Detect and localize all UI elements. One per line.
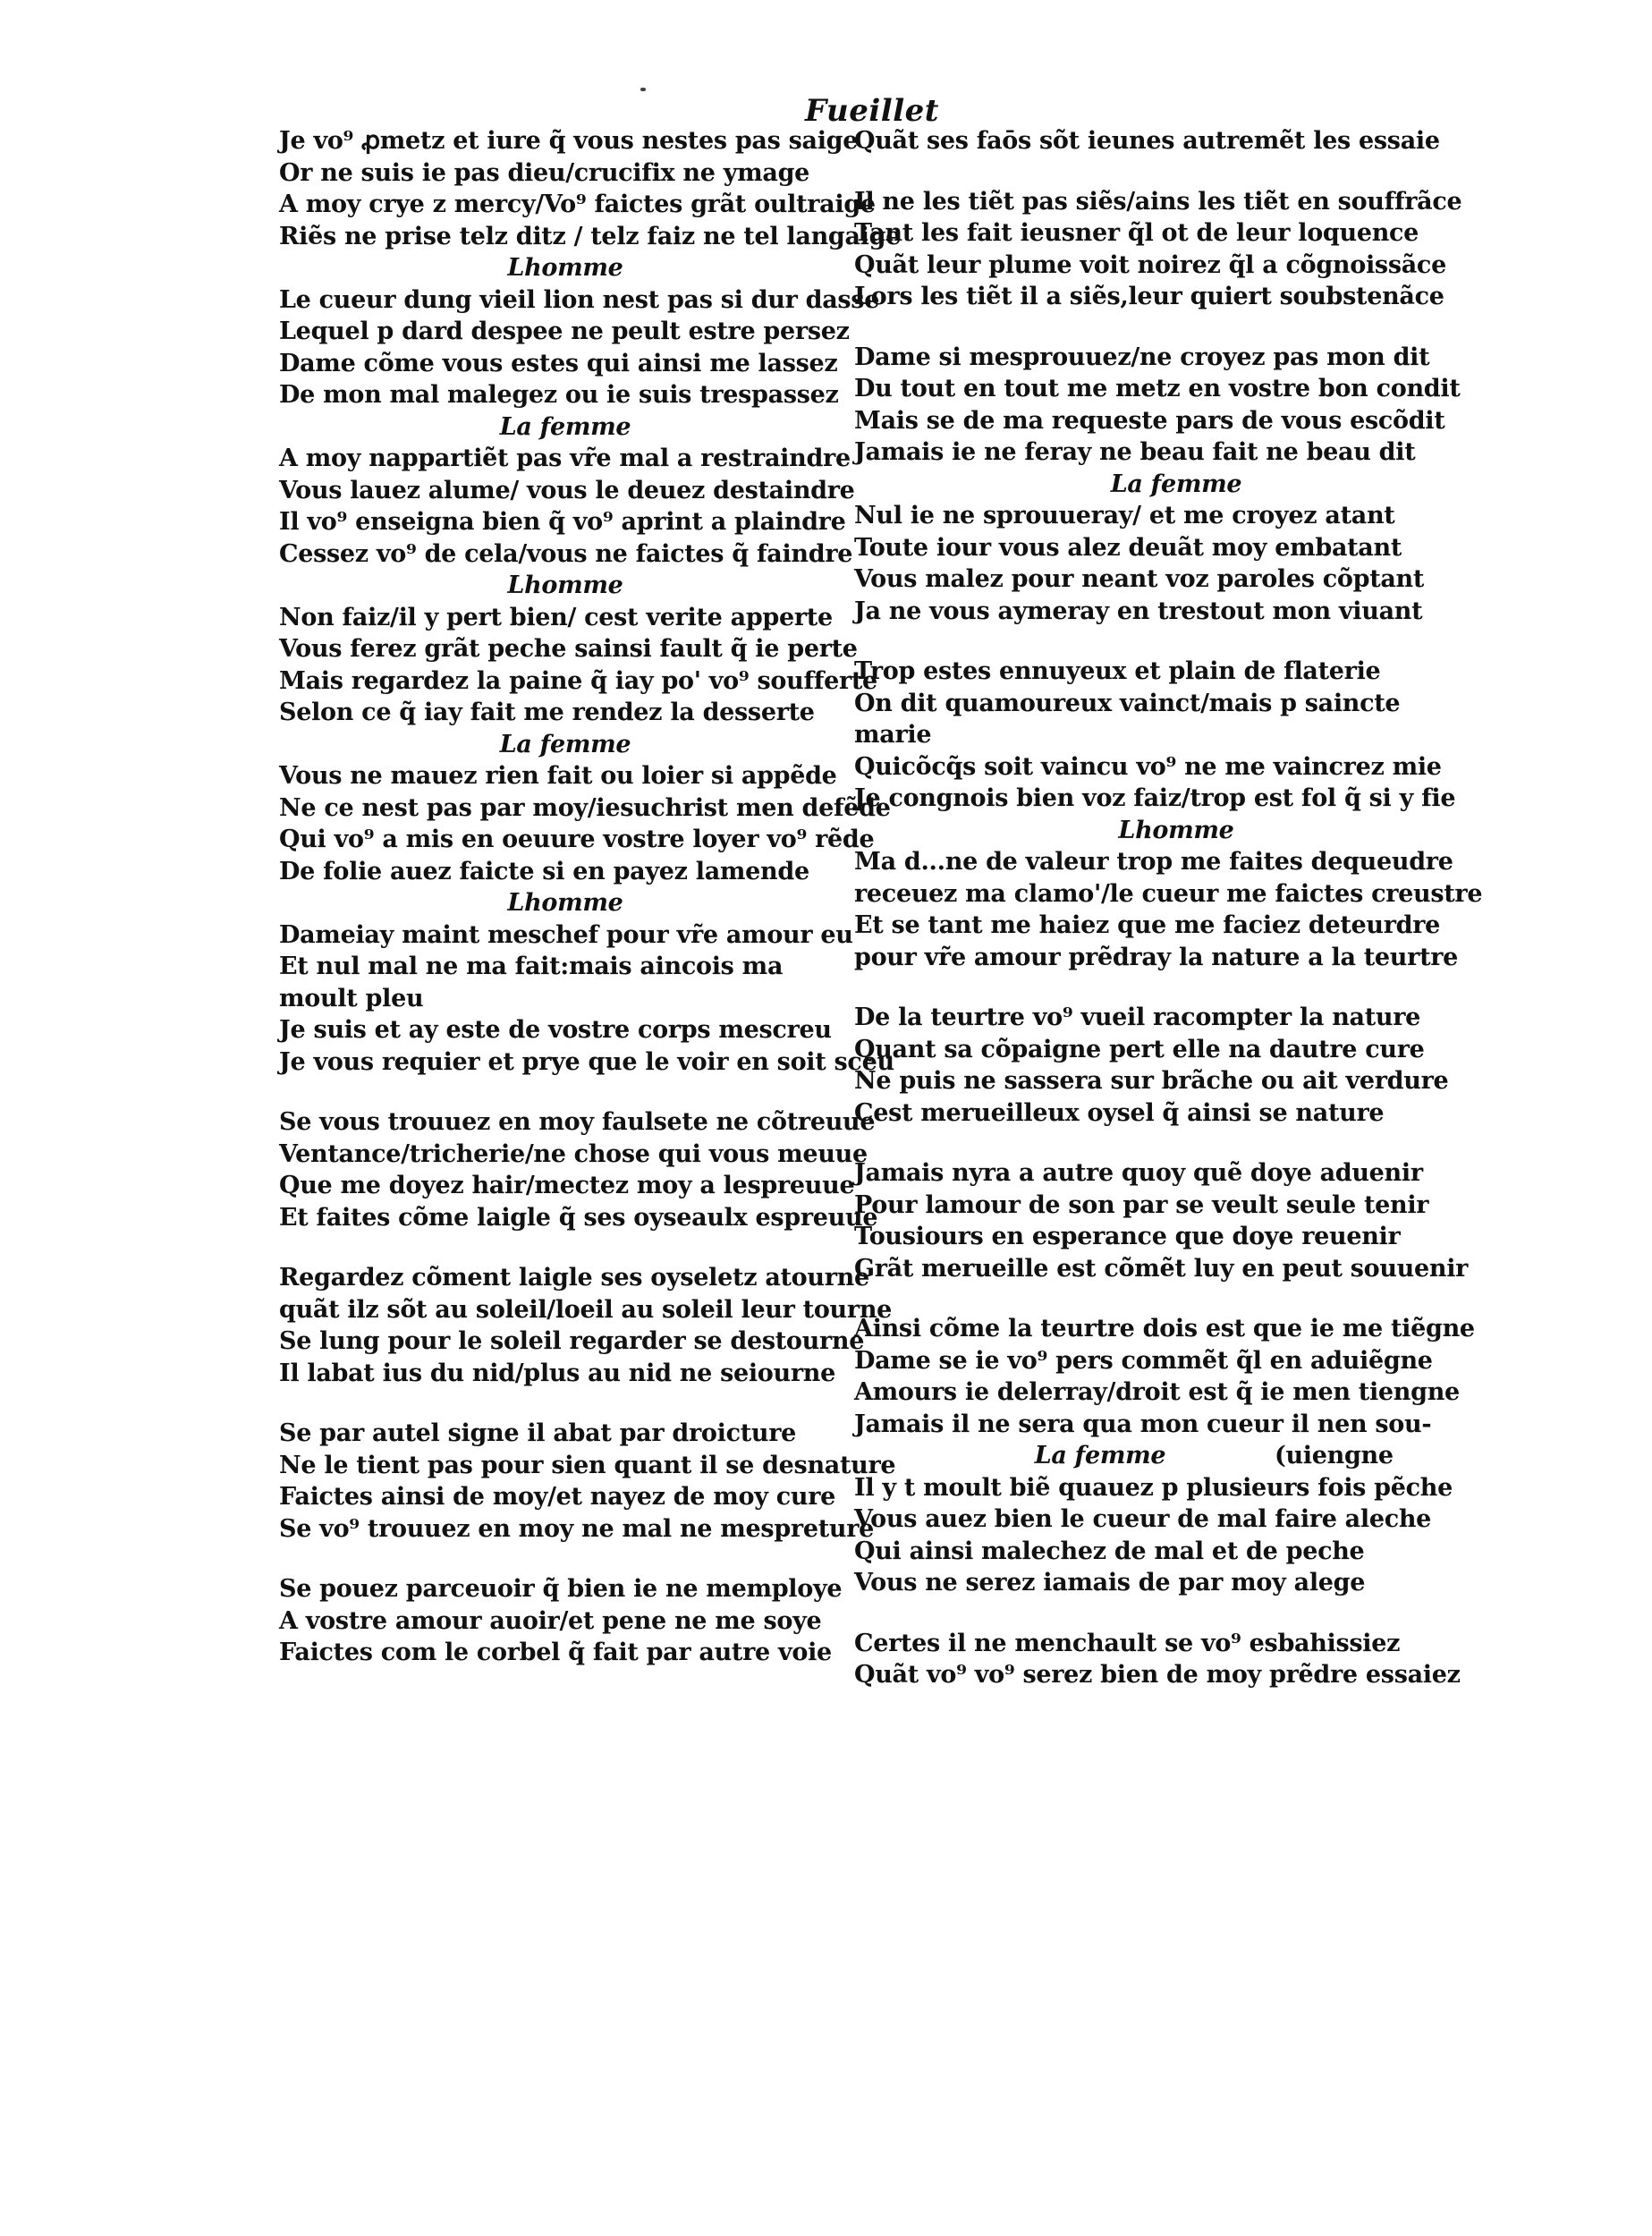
verse-line: Jamais il ne sera qua mon cueur il nen sou- [854,1410,1432,1438]
speaker-heading: La femme [499,730,631,758]
verse-line: Le cueur dung vieil lion nest pas si dur dasse [279,285,880,314]
verse-line: Ne le tient pas pour sien quant il se desnature [279,1451,896,1479]
verse-line: moult pleu [279,984,424,1012]
verse-line: Je suis et ay este de vostre corps mescreu [279,1016,832,1044]
verse-line: Toute iour vous alez deuãt moy embatant [854,533,1402,562]
verse-line: Quãt leur plume voit noirez q̃l a cõgnoissãce [854,250,1446,279]
verse-line: Ja ne vous aymeray en trestout mon viuant [854,597,1423,625]
speaker-heading: La femme [1034,1442,1166,1469]
verse-line: Ainsi cõme la teurtre dois est que ie me tiẽgne [854,1315,1475,1342]
verse-line: Il vo⁹ enseigna bien q̃ vo⁹ aprint a plaindre [279,508,846,536]
verse-line: marie [854,721,932,749]
speaker-heading: Lhomme [507,889,623,917]
stanza-break [279,1233,851,1262]
verse-line: A vostre amour auoir/et pene ne me soye [279,1606,822,1635]
stanza-break [854,313,1498,342]
stanza-break [854,1599,1498,1628]
verse-line: Dame si mesprouuez/ne croyez pas mon dit [854,343,1430,371]
verse-line: Mais se de ma requeste pars de vous escõdit [854,406,1445,435]
verse-line: Je vous requier et prye que le voir en soit sceu [279,1047,894,1076]
verse-line: Se pouez parceuoir q̃ bien ie ne memploye [279,1575,843,1603]
stanza-break [279,1545,851,1573]
verse-line: Et se tant me haiez que me faciez deteurdre [854,911,1441,939]
verse-line: Se vo⁹ trouuez en moy ne mal ne mespreture [279,1514,875,1543]
verse-line: Or ne suis ie pas dieu/crucifix ne ymage [279,158,810,187]
stanza-break [854,627,1498,656]
verse-line: De folie auez faicte si en payez lamende [279,857,809,885]
ink-speck [640,88,646,91]
verse-line: Tant les fait ieusner q̃l ot de leur loquence [854,219,1419,247]
folio-heading: Fueillet [805,93,939,129]
verse-line: Selon ce q̃ iay fait me rendez la desserte [279,699,815,726]
verse-line: Faictes ainsi de moy/et nayez de moy cure [279,1483,836,1511]
verse-line: Tousiours en esperance que doye reuenir [854,1223,1401,1250]
verse-line: Du tout en tout me metz en vostre bon condit [854,375,1461,402]
speaker-heading: Lhomme [507,254,623,282]
verse-line: Riẽs ne prise telz ditz / telz faiz ne tel langaige [279,222,902,250]
verse-line: Mais regardez la paine q̃ iay po' vo⁹ soufferte [279,666,877,695]
verse-line: Jamais nyra a autre quoy quẽ doye aduenir [854,1159,1423,1187]
verse-line: receuez ma clamo'/le cueur me faictes creustre [854,879,1483,908]
verse-line: Qui vo⁹ a mis en oeuure vostre loyer vo⁹ rẽde [279,826,875,853]
stanza-break [854,157,1498,186]
stanza-break [279,1078,851,1106]
verse-line: Vous ne serez iamais de par moy alege [854,1569,1366,1597]
verse-line: Se vous trouuez en moy faulsete ne cõtreuue [279,1108,876,1136]
verse-line: Vous lauez alume/ vous le deuez destaindre [279,476,855,504]
verse-line: Dame cõme vous estes qui ainsi me lassez [279,349,838,377]
verse-line: Que me doyez hair/mectez moy a lespreuue [279,1172,855,1199]
verse-line: Nul ie ne sprouueray/ et me croyez atant [854,502,1395,529]
verse-line: pour vr̃e amour prẽdray la nature a la teurtre [854,943,1459,971]
verse-line: Se par autel signe il abat par droicture [279,1419,797,1447]
speaker-heading: La femme [499,412,631,441]
stanza-break [854,973,1498,1002]
verse-line: De mon mal malegez ou ie suis trespassez [279,381,839,409]
verse-line: Certes il ne menchault se vo⁹ esbahissiez [854,1629,1401,1657]
verse-line: Quãt ses faōs sõt ieunes autremẽt les essaie [854,127,1440,155]
stanza-break [279,1389,851,1418]
verse-line: Vous ne mauez rien fait ou loier si appẽde [279,762,837,790]
verse-line: Regardez cõment laigle ses oyseletz atourne [279,1264,869,1292]
stanza-break [854,1129,1498,1157]
verse-line: Je vo⁹ ꝓmetz et iure q̃ vous nestes pas saige [279,127,859,155]
verse-line: Jamais ie ne feray ne beau fait ne beau dit [854,438,1416,466]
verse-line: A moy nappartiẽt pas vr̃e mal a restraindre [279,445,851,472]
verse-line: Lequel p dard despee ne peult estre persez [279,318,850,345]
stanza-break [854,1284,1498,1313]
verse-line: Ne puis ne sassera sur brãche ou ait verdure [854,1067,1449,1095]
verse-line: Quant sa cõpaigne pert elle na dautre cure [854,1035,1425,1063]
verse-line: Vous ferez grãt peche sainsi fault q̃ ie perte [279,635,858,663]
verse-line: Ne ce nest pas par moy/iesuchrist men defẽde [279,793,891,822]
speaker-heading: Lhomme [1118,816,1234,844]
verse-line: Quãt vo⁹ vo⁹ serez bien de moy prẽdre essaiez [854,1661,1461,1689]
verse-line: Faictes com le corbel q̃ fait par autre voie [279,1639,832,1666]
verse-line: Et nul mal ne ma fait:mais aincois ma [279,953,784,980]
verse-line: Amours ie delerray/droit est q̃ ie men tiengne [854,1378,1460,1406]
verse-line: Vous malez pour neant voz paroles cõptant [854,565,1425,593]
verse-line: Ma d...ne de valeur trop me faites dequeudre [854,848,1453,876]
verse-line: On dit quamoureux vainct/mais p saincte [854,689,1401,717]
verse-line: Il y t moult biẽ quauez p plusieurs fois pẽche [854,1473,1453,1502]
verse-line: Se lung pour le soleil regarder se destourne [279,1327,865,1355]
verse-line: Ventance/tricherie/ne chose qui vous meuue [279,1139,868,1168]
verse-line: Grãt merueille est cõmẽt luy en peut souuenir [854,1254,1469,1283]
verse-wrap-fragment: (uiengne [1275,1442,1394,1469]
verse-line: Vous auez bien le cueur de mal faire aleche [854,1505,1432,1533]
verse-line: Il ne les tiẽt pas siẽs/ains les tiẽt en souffrãce [854,187,1462,216]
verse-line: Cessez vo⁹ de cela/vous ne faictes q̃ faindre [279,539,853,568]
verse-line: A moy crye z mercy/Vo⁹ faictes grãt oultraige [279,191,876,218]
verse-line: Quicõcq̃s soit vaincu vo⁹ ne me vaincrez mie [854,752,1442,781]
right-column [854,125,1498,1691]
verse-line: Pour lamour de son par se veult seule tenir [854,1190,1429,1219]
speaker-heading: La femme [1110,470,1242,498]
verse-line: Cest merueilleux oysel q̃ ainsi se nature [854,1098,1385,1127]
verse-line: Dameiay maint meschef pour vr̃e amour eu [279,920,853,949]
verse-line: Qui ainsi malechez de mal et de peche [854,1537,1365,1565]
verse-line: Trop estes ennuyeux et plain de flaterie [854,657,1381,685]
verse-line: Lors les tiẽt il a siẽs,leur quiert soubstenãce [854,283,1444,310]
verse-line: Et faites cõme laigle q̃ ses oyseaulx espreuue [279,1203,878,1232]
speaker-heading-with-wrap [854,1440,1498,1472]
verse-line: Non faiz/il y pert bien/ cest verite apperte [279,603,833,631]
speaker-heading: Lhomme [507,572,623,599]
verse-line: Dame se ie vo⁹ pers commẽt q̃l en aduiẽgne [854,1346,1433,1375]
verse-line: quãt ilz sõt au soleil/loeil au soleil leur tourne [279,1295,893,1324]
verse-line: Il labat ius du nid/plus au nid ne seiourne [279,1359,835,1387]
verse-line: De la teurtre vo⁹ vueil racompter la nature [854,1004,1421,1031]
verse-line: Je congnois bien voz faiz/trop est fol q̃ si y fie [854,784,1456,812]
